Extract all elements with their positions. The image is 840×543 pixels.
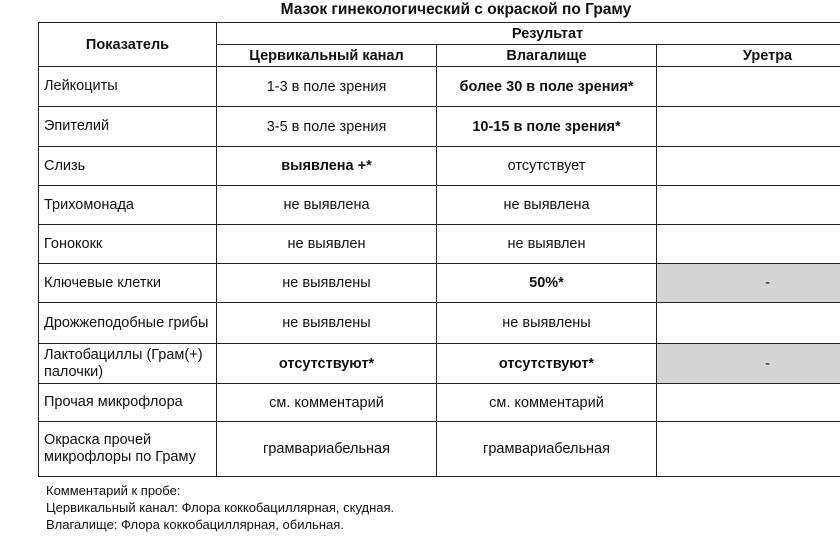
row-label: Трихомонада bbox=[39, 186, 217, 225]
comment-line-cervical: Цервикальный канал: Флора коккобациллярная, скудная. bbox=[46, 500, 395, 515]
urethra-value bbox=[657, 303, 840, 344]
document-title: Мазок гинекологический с окраской по Граму bbox=[280, 1, 632, 18]
urethra-value bbox=[657, 147, 840, 186]
urethra-value bbox=[657, 67, 840, 107]
urethra-value: - bbox=[657, 344, 840, 384]
vagina-value: 10-15 в поле зрения* bbox=[437, 107, 657, 147]
comment-line-vagina: Влагалище: Флора коккобациллярная, обильная. bbox=[46, 517, 344, 532]
row-label: Эпителий bbox=[39, 107, 217, 147]
row-label: Лактобациллы (Грам(+) палочки) bbox=[39, 344, 217, 384]
table-row bbox=[39, 422, 840, 477]
header-vagina: Влагалище bbox=[437, 45, 657, 67]
row-label: Дрожжеподобные грибы bbox=[39, 303, 217, 344]
vagina-value: не выявлены bbox=[437, 303, 657, 344]
cervical-value: 3-5 в поле зрения bbox=[217, 107, 437, 147]
vagina-value: 50%* bbox=[437, 264, 657, 303]
cervical-value: не выявлен bbox=[217, 225, 437, 264]
vagina-value: отсутствуют* bbox=[437, 344, 657, 384]
row-label: Гонококк bbox=[39, 225, 217, 264]
urethra-value bbox=[657, 422, 840, 477]
urethra-value bbox=[657, 225, 840, 264]
vagina-value: отсутствует bbox=[437, 147, 657, 186]
table-row bbox=[39, 147, 840, 186]
urethra-value bbox=[657, 107, 840, 147]
row-label: Слизь bbox=[39, 147, 217, 186]
cervical-value: см. комментарий bbox=[217, 384, 437, 422]
cervical-value: выявлена +* bbox=[217, 147, 437, 186]
cervical-value: отсутствуют* bbox=[217, 344, 437, 384]
urethra-value bbox=[657, 384, 840, 422]
table-row bbox=[39, 264, 840, 303]
table-row bbox=[39, 67, 840, 107]
table-row bbox=[39, 384, 840, 422]
results-table bbox=[38, 22, 840, 477]
urethra-value: - bbox=[657, 264, 840, 303]
table-row bbox=[39, 225, 840, 264]
table-row bbox=[39, 186, 840, 225]
row-label: Ключевые клетки bbox=[39, 264, 217, 303]
vagina-value: не выявлена bbox=[437, 186, 657, 225]
urethra-value bbox=[657, 186, 840, 225]
header-cervical: Цервикальный канал bbox=[217, 45, 437, 67]
header-indicator: Показатель bbox=[39, 23, 217, 67]
row-label: Окраска прочей микрофлоры по Граму bbox=[39, 422, 217, 477]
table-row bbox=[39, 303, 840, 344]
table-row bbox=[39, 107, 840, 147]
row-label: Прочая микрофлора bbox=[39, 384, 217, 422]
cervical-value: не выявлена bbox=[217, 186, 437, 225]
table-row bbox=[39, 344, 840, 384]
cervical-value: не выявлены bbox=[217, 264, 437, 303]
cervical-value: грамвариабельная bbox=[217, 422, 437, 477]
comment-block bbox=[46, 482, 394, 533]
cervical-value: не выявлены bbox=[217, 303, 437, 344]
row-label: Лейкоциты bbox=[39, 67, 217, 107]
vagina-value: не выявлен bbox=[437, 225, 657, 264]
vagina-value: грамвариабельная bbox=[437, 422, 657, 477]
vagina-value: более 30 в поле зрения* bbox=[437, 67, 657, 107]
header-urethra: Уретра bbox=[657, 45, 840, 67]
vagina-value: см. комментарий bbox=[437, 384, 657, 422]
header-result: Результат bbox=[217, 23, 840, 45]
comment-heading: Комментарий к пробе: bbox=[46, 483, 181, 498]
cervical-value: 1-3 в поле зрения bbox=[217, 67, 437, 107]
